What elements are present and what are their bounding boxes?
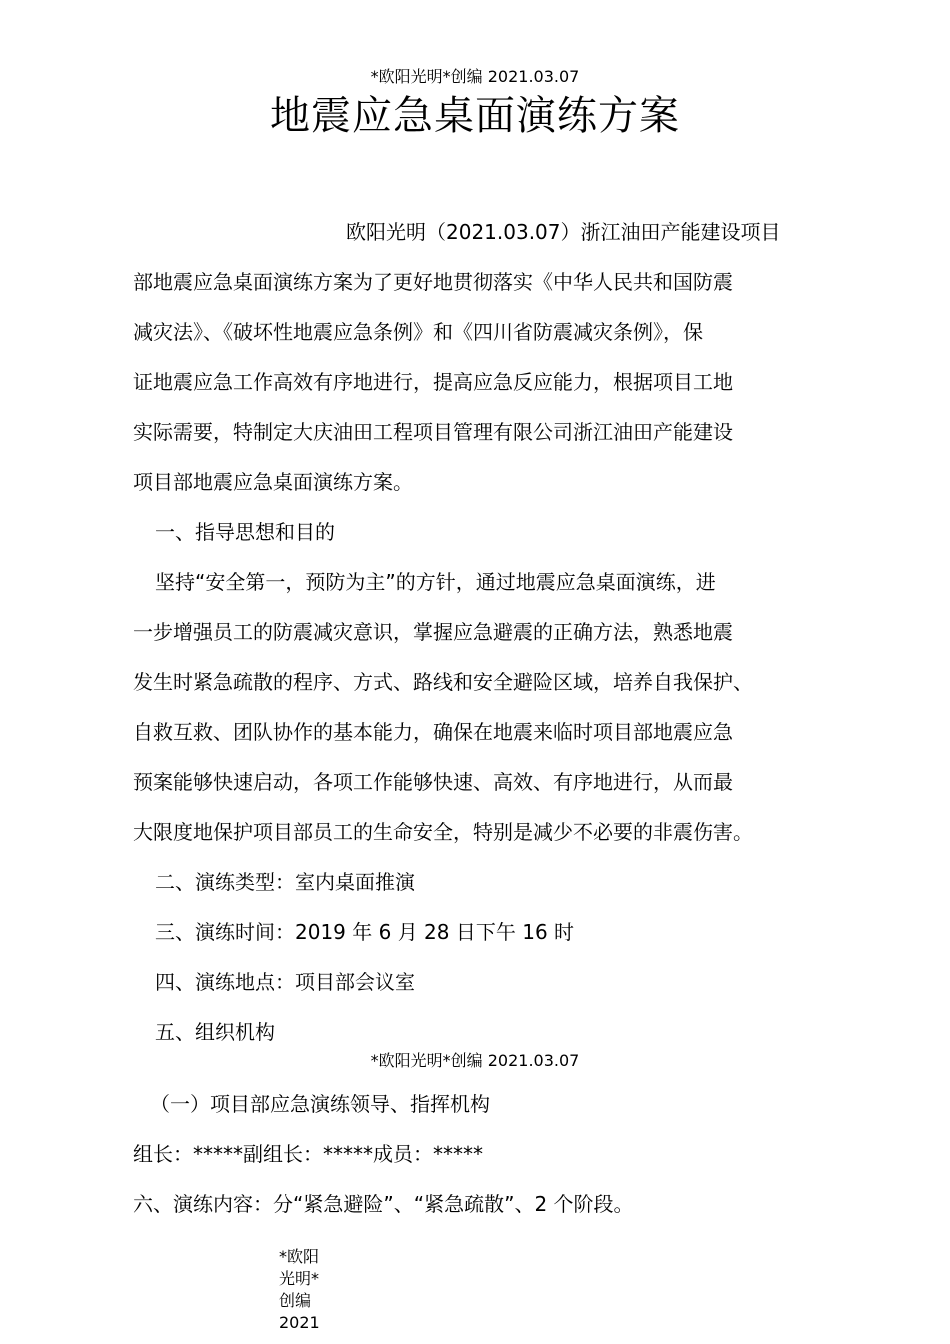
paragraph-line: 发生时紧急疏散的程序、方式、路线和安全避险区域，培养自我保护、 xyxy=(133,670,753,694)
page-title: 地震应急桌面演练方案 xyxy=(270,93,680,139)
paragraph-line: 预案能够快速启动，各项工作能够快速、高效、有序地进行，从而最 xyxy=(133,770,733,794)
paragraph-line: 部地震应急桌面演练方案为了更好地贯彻落实《中华人民共和国防震 xyxy=(133,270,733,294)
section-heading: 四、演练地点：项目部会议室 xyxy=(155,970,415,994)
paragraph-line: 减灾法》、《破坏性地震应急条例》和《四川省防震减灾条例》，保 xyxy=(133,320,703,344)
paragraph-line: 组长：*****副组长：*****成员：***** xyxy=(133,1142,483,1166)
section-heading: 五、组织机构 xyxy=(155,1020,275,1044)
subsection-heading: （一）项目部应急演练领导、指挥机构 xyxy=(150,1092,490,1116)
footer-stamp: *欧阳光明*创编 2021 xyxy=(279,1247,320,1332)
section-heading: 三、演练时间：2019 年 6 月 28 日下午 16 时 xyxy=(155,920,575,944)
header-stamp: *欧阳光明*创编 2021.03.07 xyxy=(370,67,580,86)
paragraph-line: 自救互救、团队协作的基本能力，确保在地震来临时项目部地震应急 xyxy=(133,720,733,744)
paragraph-line: 实际需要，特制定大庆油田工程项目管理有限公司浙江油田产能建设 xyxy=(133,420,733,444)
section-heading: 一、指导思想和目的 xyxy=(155,520,335,544)
section-heading: 六、演练内容：分“紧急避险”、“紧急疏散”、2 个阶段。 xyxy=(133,1192,634,1216)
paragraph-line: 项目部地震应急桌面演练方案。 xyxy=(133,470,413,494)
paragraph-line: 欧阳光明（2021.03.07）浙江油田产能建设项目 xyxy=(346,220,781,244)
paragraph-line: 坚持“安全第一，预防为主”的方针，通过地震应急桌面演练，进 xyxy=(155,570,716,594)
paragraph-line: 大限度地保护项目部员工的生命安全，特别是减少不必要的非震伤害。 xyxy=(133,820,753,844)
mid-stamp: *欧阳光明*创编 2021.03.07 xyxy=(370,1051,580,1070)
paragraph-line: 一步增强员工的防震减灾意识，掌握应急避震的正确方法，熟悉地震 xyxy=(133,620,733,644)
paragraph-line: 证地震应急工作高效有序地进行，提高应急反应能力，根据项目工地 xyxy=(133,370,733,394)
section-heading: 二、演练类型：室内桌面推演 xyxy=(155,870,415,894)
